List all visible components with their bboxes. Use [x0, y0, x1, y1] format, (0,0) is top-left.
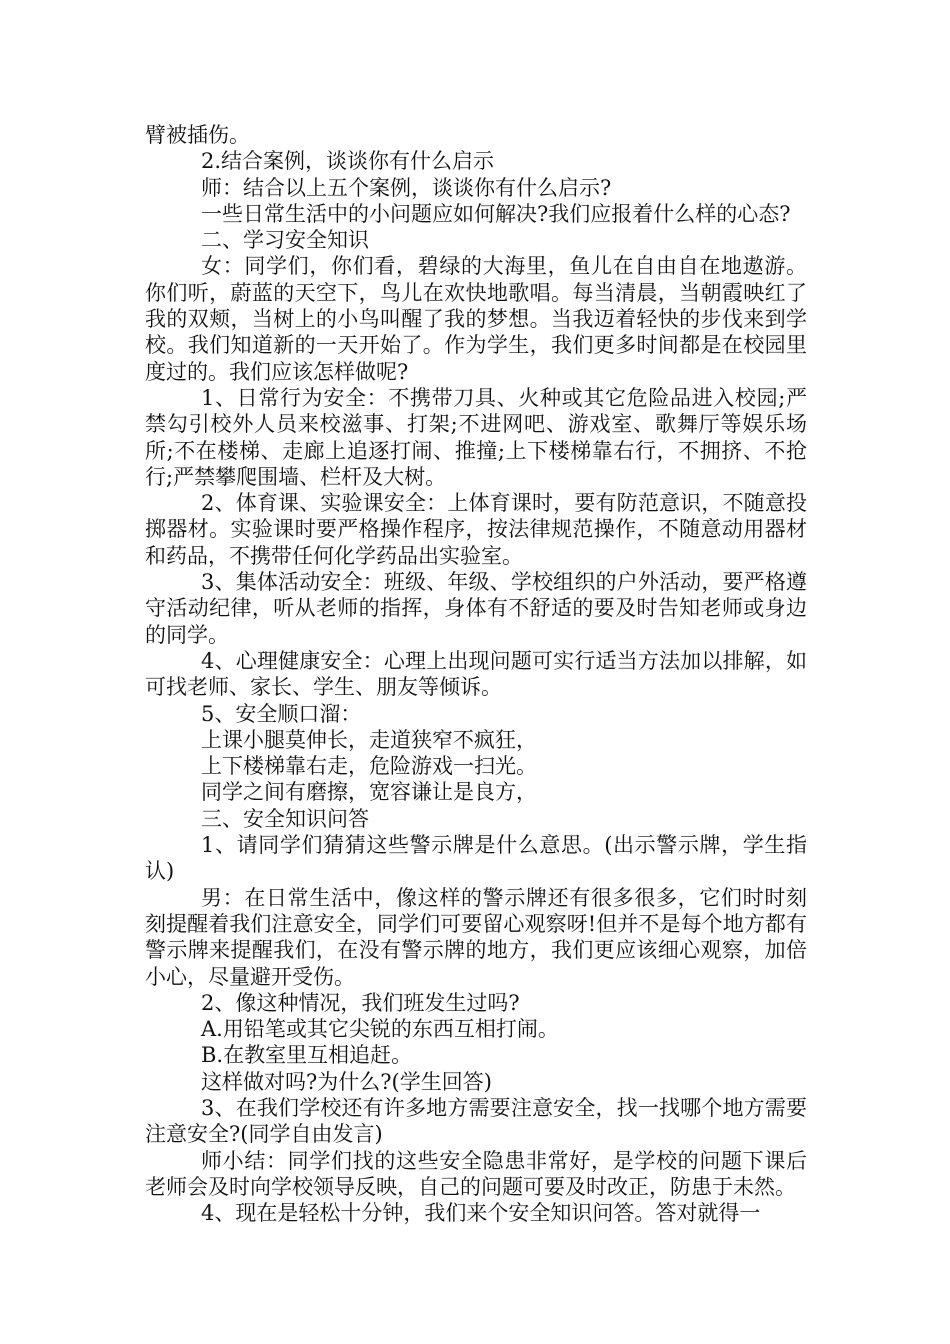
paragraph: 2、体育课、实验课安全：上体育课时，要有防范意识，不随意投掷器材。实验课时要严格操作程序，按法律规范操作，不随意动用器材和药品，不携带任何化学药品出实验室。 — [145, 491, 807, 568]
list-item: B.在教室里互相追赶。 — [201, 1043, 413, 1068]
verse-line: 同学之间有磨擦，宽容谦让是良方， — [201, 780, 537, 805]
paragraph: 女：同学们，你们看，碧绿的大海里，鱼儿在自由自在地遨游。你们听，蔚蓝的天空下，鸟儿在欢快地歌唱。每当清晨，当朝霞映红了我的双颊，当树上的小鸟叫醒了我的梦想。当我迈着轻快的步伐来到学校。我们知道新的一天开始了。作为学生，我们更多时间都是在校园里度过的。我们应该怎样做呢? — [145, 254, 807, 384]
verse-line: 上下楼梯靠右走，危险游戏一扫光。 — [201, 754, 537, 779]
section-heading: 三、安全知识问答 — [201, 806, 369, 831]
paragraph: 1、日常行为安全：不携带刀具、火种或其它危险品进入校园;严禁勾引校外人员来校滋事、打架;不进网吧、游戏室、歌舞厅等娱乐场所;不在楼梯、走廊上追逐打闹、推撞;上下楼梯靠右行，不拥挤、不抢行;严禁攀爬围墙、栏杆及大树。 — [145, 385, 807, 489]
paragraph: 男：在日常生活中，像这样的警示牌还有很多很多，它们时时刻刻提醒着我们注意安全，同学们可要留心观察呀!但并不是每个地方都有警示牌来提醒我们，在没有警示牌的地方，我们更应该细心观察，加倍小心，尽量避开受伤。 — [145, 885, 807, 989]
paragraph: 3、集体活动安全：班级、年级、学校组织的户外活动，要严格遵守活动纪律，听从老师的指挥，身体有不舒适的要及时告知老师或身边的同学。 — [145, 570, 807, 647]
paragraph: 一些日常生活中的小问题应如何解决?我们应报着什么样的心态? — [201, 201, 791, 226]
paragraph: 师小结：同学们找的这些安全隐患非常好，是学校的问题下课后老师会及时向学校领导反映，自己的问题可要及时改正，防患于未然。 — [145, 1148, 807, 1199]
paragraph: 臂被插伤。 — [145, 123, 250, 147]
section-heading: 二、学习安全知识 — [201, 228, 369, 253]
paragraph: 3、在我们学校还有许多地方需要注意安全，找一找哪个地方需要注意安全?(同学自由发言) — [145, 1095, 807, 1147]
paragraph: 师：结合以上五个案例，谈谈你有什么启示? — [201, 175, 612, 200]
paragraph: 4、心理健康安全：心理上出现问题可实行适当方法加以排解，如可找老师、家长、学生、朋友等倾诉。 — [145, 648, 807, 700]
paragraph: 1、请同学们猜猜这些警示牌是什么意思。(出示警示牌，学生指认) — [145, 833, 807, 884]
paragraph: 这样做对吗?为什么?(学生回答) — [201, 1069, 492, 1094]
paragraph: 2.结合案例，谈谈你有什么启示 — [201, 149, 495, 174]
paragraph: 5、安全顺口溜： — [201, 701, 362, 726]
document-body — [145, 122, 807, 1226]
paragraph: 2、像这种情况，我们班发生过吗? — [201, 990, 520, 1015]
list-item: A.用铅笔或其它尖锐的东西互相打闹。 — [201, 1017, 559, 1042]
verse-line: 上课小腿莫伸长，走道狭窄不疯狂， — [201, 727, 537, 752]
paragraph: 4、现在是轻松十分钟，我们来个安全知识问答。答对就得一 — [201, 1201, 761, 1226]
